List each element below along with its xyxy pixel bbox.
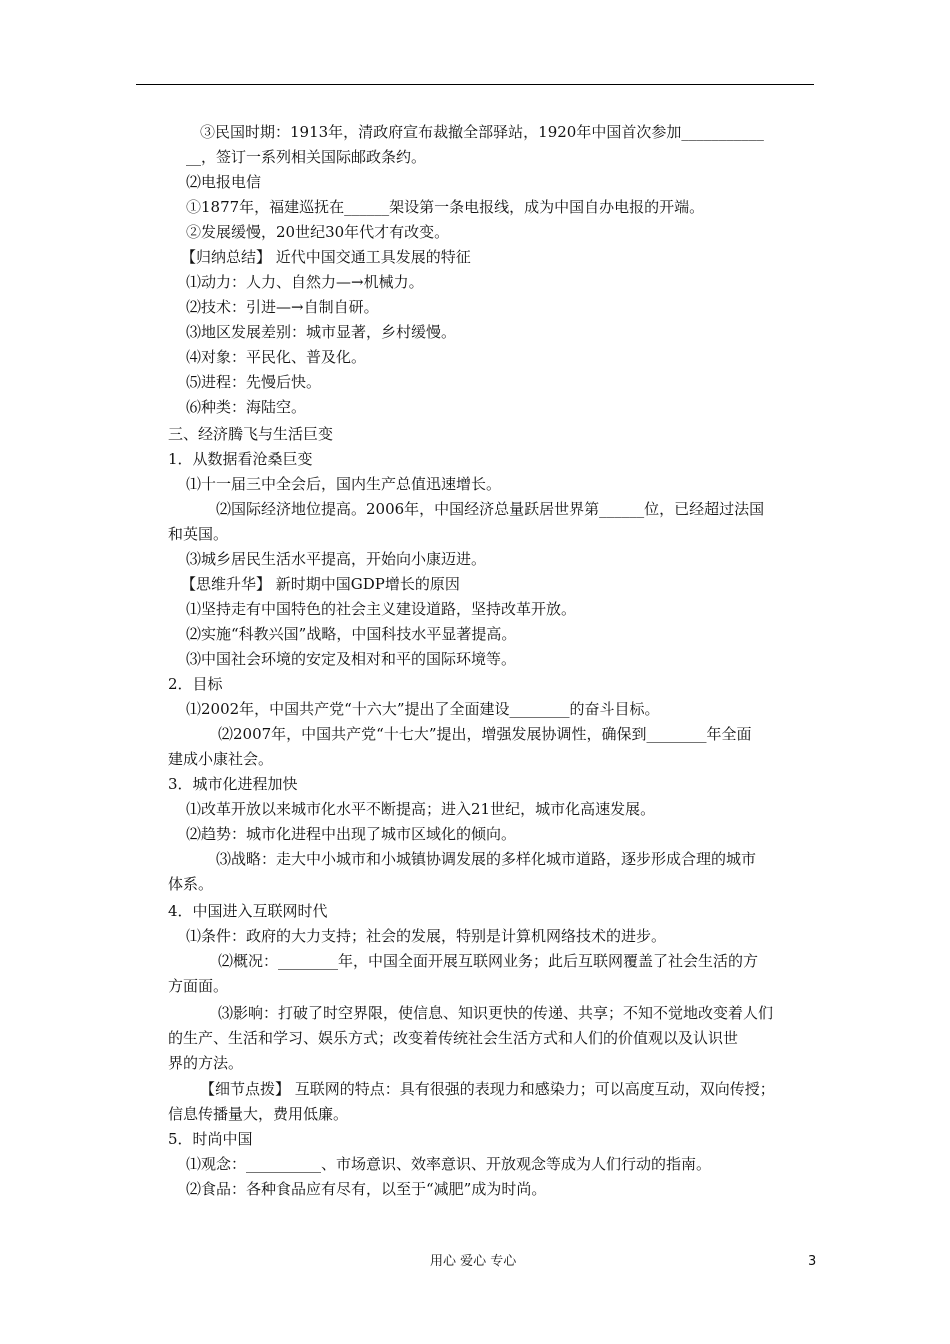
- text-line: 1．从数据看沧桑巨变: [168, 450, 313, 468]
- text-line: ⑶城乡居民生活水平提高，开始向小康迈进。: [186, 550, 487, 568]
- text-line: ①1877年，福建巡抚在______架设第一条电报线，成为中国自办电报的开端。: [186, 198, 705, 216]
- text-line: ⑸进程：先慢后快。: [186, 373, 322, 391]
- text-line: __，签订一系列相关国际邮政条约。: [186, 148, 427, 166]
- footer-slogan: 用心 爱心 专心: [430, 1254, 517, 1269]
- text-line: ⑴十一届三中全会后，国内生产总值迅速增长。: [186, 475, 502, 493]
- text-line: ⑴坚持走有中国特色的社会主义建设道路，坚持改革开放。: [186, 600, 577, 618]
- text-line: 方面面。: [168, 977, 229, 995]
- header-rule: [136, 84, 814, 85]
- text-line: ⑶中国社会环境的安定及相对和平的国际环境等。: [186, 650, 517, 668]
- text-line: 【思维升华】 新时期中国GDP增长的原因: [181, 575, 460, 593]
- text-line: ⑶战略：走大中小城市和小城镇协调发展的多样化城市道路，逐步形成合理的城市: [216, 850, 757, 868]
- text-line: ⑵食品：各种食品应有尽有，以至于“减肥”成为时尚。: [186, 1180, 547, 1198]
- text-line: ⑴条件：政府的大力支持；社会的发展，特别是计算机网络技术的进步。: [186, 927, 667, 945]
- text-line: ⑵2007年，中国共产党“十七大”提出，增强发展协调性，确保到________年全面: [218, 725, 752, 743]
- text-line: ⑵国际经济地位提高。2006年，中国经济总量跃居世界第______位，已经超过法国: [216, 500, 765, 518]
- text-line: 界的方法。: [168, 1054, 244, 1072]
- text-line: 5．时尚中国: [168, 1130, 253, 1148]
- text-line: 三、经济腾飞与生活巨变: [168, 425, 334, 443]
- text-line: ⑵实施“科教兴国”战略，中国科技水平显著提高。: [186, 625, 517, 643]
- text-line: 和英国。: [168, 525, 229, 543]
- text-line: ⑹种类：海陆空。: [186, 398, 307, 416]
- text-line: 建成小康社会。: [168, 750, 274, 768]
- text-line: 【细节点拨】 互联网的特点：具有很强的表现力和感染力；可以高度互动，双向传授；: [200, 1080, 775, 1098]
- text-line: ⑵电报电信: [186, 173, 262, 191]
- text-line: ③民国时期：1913年，清政府宣布裁撤全部驿站，1920年中国首次参加___________: [200, 123, 764, 141]
- text-line: 【归纳总结】 近代中国交通工具发展的特征: [181, 248, 471, 266]
- text-line: ⑴动力：人力、自然力—→机械力。: [186, 273, 424, 291]
- text-line: ⑷对象：平民化、普及化。: [186, 348, 367, 366]
- text-line: ⑵趋势：城市化进程中出现了城市区域化的倾向。: [186, 825, 517, 843]
- text-line: ⑵概况：________年，中国全面开展互联网业务；此后互联网覆盖了社会生活的方: [218, 952, 759, 970]
- text-line: ⑵技术：引进—→自制自研。: [186, 298, 379, 316]
- text-line: 体系。: [168, 875, 214, 893]
- text-line: 2．目标: [168, 675, 223, 693]
- text-line: 的生产、生活和学习、娱乐方式；改变着传统社会生活方式和人们的价值观以及认识世: [168, 1029, 739, 1047]
- text-line: ⑴改革开放以来城市化水平不断提高；进入21世纪，城市化高速发展。: [186, 800, 656, 818]
- page-number: 3: [808, 1254, 817, 1269]
- text-line: 4．中国进入互联网时代: [168, 902, 328, 920]
- text-line: ⑴观念：__________、市场意识、效率意识、开放观念等成为人们行动的指南。: [186, 1155, 712, 1173]
- text-line: 3．城市化进程加快: [168, 775, 298, 793]
- text-line: ⑶影响：打破了时空界限，使信息、知识更快的传递、共享；不知不觉地改变着人们: [218, 1004, 774, 1022]
- text-line: 信息传播量大，费用低廉。: [168, 1105, 349, 1123]
- text-line: ②发展缓慢，20世纪30年代才有改变。: [186, 223, 450, 241]
- text-line: ⑴2002年，中国共产党“十六大”提出了全面建设________的奋斗目标。: [186, 700, 660, 718]
- text-line: ⑶地区发展差别：城市显著，乡村缓慢。: [186, 323, 457, 341]
